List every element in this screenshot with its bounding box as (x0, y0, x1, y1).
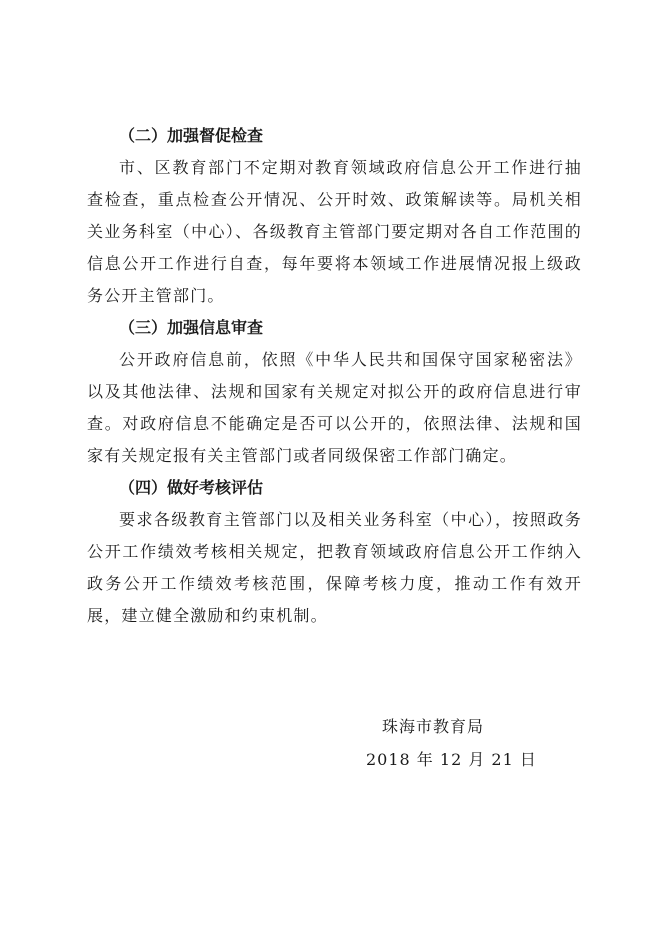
section-paragraph-review: 公开政府信息前，依照《中华人民共和国保守国家秘密法》以及其他法律、法规和国家有关规定对拟公开的政府信息进行审查。对政府信息不能确定是否可以公开的，依照法律、法规和国家有关规定报有关主管部门或者同级保密工作部门确定。 (87, 350, 582, 465)
section-paragraph-supervision: 市、区教育部门不定期对教育领域政府信息公开工作进行抽查检查，重点检查公开情况、公开时效、政策解读等。局机关相关业务科室（中心）、各级教育主管部门要定期对各自工作范围的信息公开工作进行自查，每年要将本领域工作进展情况报上级政务公开主管部门。 (87, 158, 582, 305)
section-paragraph-assessment: 要求各级教育主管部门以及相关业务科室（中心），按照政务公开工作绩效考核相关规定，把教育领域政府信息公开工作纳入政务公开工作绩效考核范围，保障考核力度，推动工作有效开展，建立健全激励和约束机制。 (87, 510, 582, 625)
document-body (87, 120, 582, 632)
section-heading-supervision: （二）加强督促检查 (119, 126, 264, 145)
signature-organization: 珠海市教育局 (382, 717, 485, 736)
section-heading-review: （三）加强信息审查 (119, 318, 264, 337)
section-heading-assessment: （四）做好考核评估 (119, 478, 264, 497)
signature-date: 2018 年 12 月 21 日 (366, 750, 537, 769)
